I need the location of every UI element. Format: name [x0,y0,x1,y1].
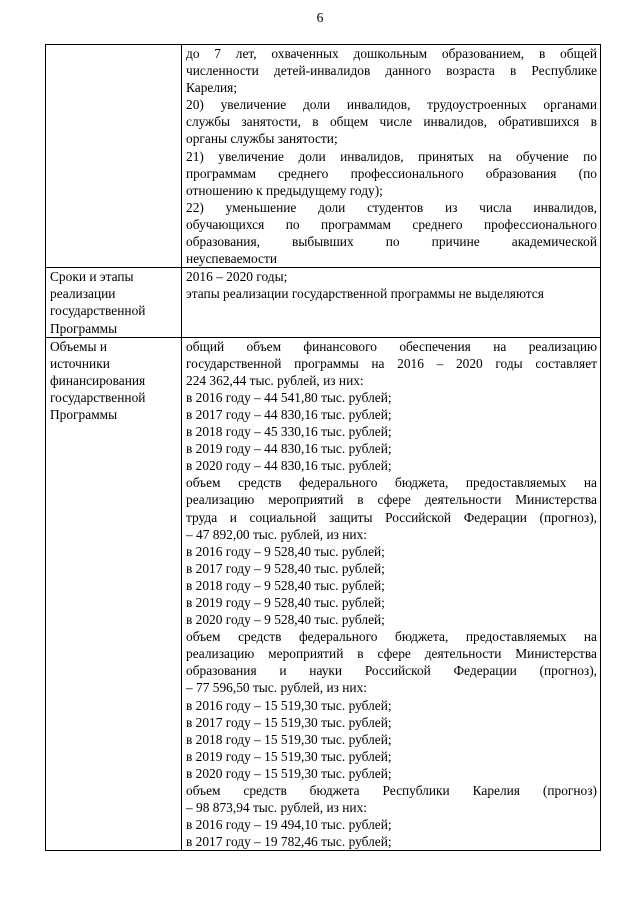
table-row [46,45,601,268]
text-line: финансирования [50,372,146,388]
text-line: общий объем финансового обеспечения на реализацию [186,338,597,354]
text-line: в 2018 году – 45 330,16 тыс. рублей; [186,424,392,440]
text-line: неуспеваемости [186,251,278,267]
text-line: – 47 892,00 тыс. рублей, из них: [186,526,367,542]
text-line: 224 362,44 тыс. рублей, из них: [186,372,364,388]
text-line: в 2020 году – 15 519,30 тыс. рублей; [186,765,392,781]
text-line: в 2018 году – 9 528,40 тыс. рублей; [186,577,385,593]
text-line: образования, выбывших по причине академической [186,234,597,250]
text-line: Сроки и этапы [50,269,134,285]
text-line: реализацию мероприятий в сфере деятельности Министерства [186,492,597,508]
text-line: программам среднего профессионального образования (по [186,165,597,181]
row-content-cell [182,268,601,337]
text-line: в 2016 году – 44 541,80 тыс. рублей; [186,389,392,405]
program-passport-table [45,44,601,851]
text-line: объем средств федерального бюджета, предоставляемых на [186,475,597,491]
text-line: государственной программы на 2016 – 2020 годы составляет [186,355,597,371]
text-line: в 2017 году – 44 830,16 тыс. рублей; [186,406,392,422]
text-line: в 2016 году – 9 528,40 тыс. рублей; [186,543,385,559]
text-line: труда и социальной защиты Российской Федерации (прогноз), [186,509,597,525]
text-line: до 7 лет, охваченных дошкольным образованием, в общей [186,46,597,61]
text-line: численности детей-инвалидов данного возраста в Республике [186,63,597,79]
text-line: в 2019 году – 15 519,30 тыс. рублей; [186,748,392,764]
row-label-cell [46,268,182,337]
text-line: Объемы и [50,338,108,354]
text-line: источники [50,355,110,371]
text-line: 21) увеличение доли инвалидов, принятых на обучение по [186,148,597,164]
table-row [46,268,601,337]
text-line: в 2017 году – 9 528,40 тыс. рублей; [186,560,385,576]
text-line: в 2018 году – 15 519,30 тыс. рублей; [186,731,392,747]
row-content-cell [182,45,601,268]
text-line: этапы реализации государственной программы не выделяются [186,286,544,302]
table-row [46,337,601,851]
text-line: 20) увеличение доли инвалидов, трудоустроенных органами [186,97,597,113]
text-line: – 98 873,94 тыс. рублей, из них: [186,800,367,816]
text-line: в 2017 году – 19 782,46 тыс. рублей; [186,834,392,850]
text-line: объем средств бюджета Республики Карелия (прогноз) [186,783,597,799]
text-line: – 77 596,50 тыс. рублей, из них: [186,680,367,696]
text-line: реализацию мероприятий в сфере деятельности Министерства [186,646,597,662]
text-line: в 2020 году – 44 830,16 тыс. рублей; [186,458,392,474]
text-line: в 2017 году – 15 519,30 тыс. рублей; [186,714,392,730]
text-line: 22) уменьшение доли студентов из числа инвалидов, [186,199,597,215]
text-line: в 2019 году – 9 528,40 тыс. рублей; [186,595,385,610]
row-label-cell [46,337,182,851]
text-line: 2016 – 2020 годы; [186,269,288,285]
text-line: Карелия; [186,80,238,96]
row-content-cell [182,337,601,851]
row-label-cell [46,45,182,268]
text-line: образования и науки Российской Федерации (прогноз), [186,663,597,679]
text-line: в 2016 году – 19 494,10 тыс. рублей; [186,817,392,833]
text-line: службы занятости, в общем числе инвалидов, обратившихся в [186,114,597,130]
text-line: объем средств федерального бюджета, предоставляемых на [186,629,597,645]
text-line: органы службы занятости; [186,131,338,147]
text-line: государственной [50,389,146,405]
text-line: в 2016 году – 15 519,30 тыс. рублей; [186,697,392,713]
text-line: в 2019 году – 44 830,16 тыс. рублей; [186,441,392,457]
text-line: отношению к предыдущему году); [186,182,383,198]
text-line: реализации [50,286,116,302]
text-line: Программы [50,320,118,336]
text-line: в 2020 году – 9 528,40 тыс. рублей; [186,612,385,628]
text-line: государственной [50,303,146,319]
text-line: обучающихся по программам среднего профессионального [186,216,597,232]
text-line: Программы [50,406,118,422]
page-number: 6 [316,10,324,25]
